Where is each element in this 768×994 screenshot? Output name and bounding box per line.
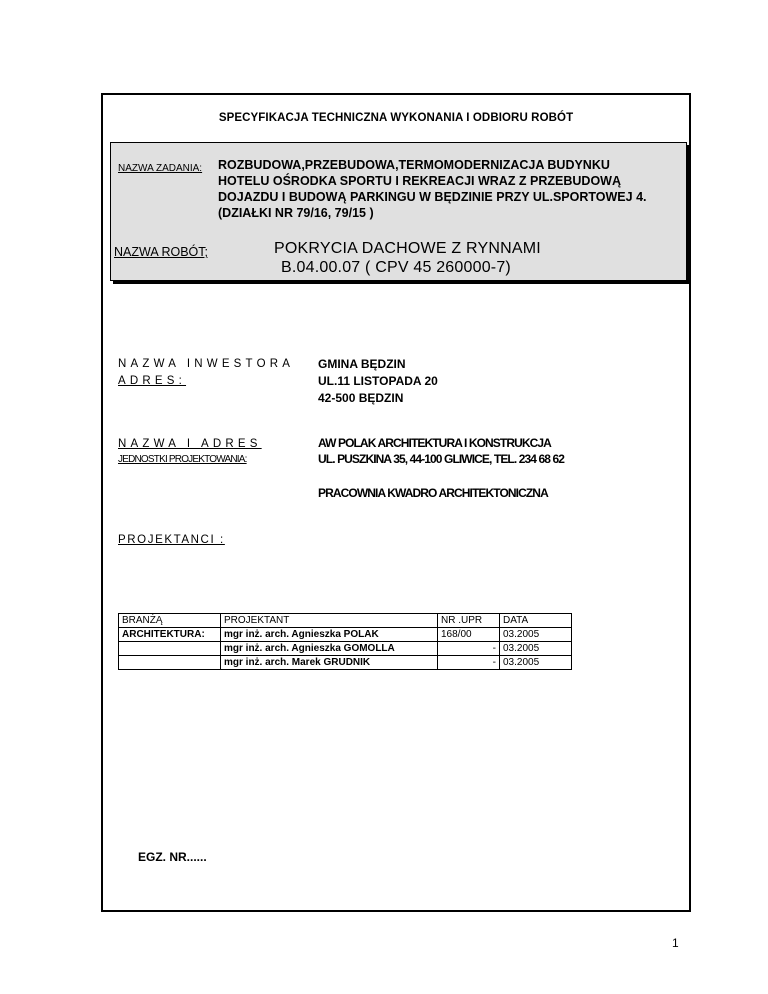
table-cell — [119, 642, 221, 656]
table-cell: mgr inż. arch. Agnieszka POLAK — [221, 628, 438, 642]
header-cell: BRANŻĄ — [119, 614, 221, 628]
task-name — [218, 157, 683, 221]
designers-label: PROJEKTANCI : — [118, 534, 225, 546]
design-unit-address: UL. PUSZKINA 35, 44-100 GLIWICE, TEL. 234 68 62 — [318, 452, 565, 466]
table-row — [119, 656, 572, 670]
table-header-row — [119, 614, 572, 628]
table-row — [119, 642, 572, 656]
table-cell: ARCHITEKTURA: — [119, 628, 221, 642]
task-label: NAZWA ZADANIA: — [118, 163, 203, 174]
table-cell: 03.2005 — [500, 642, 572, 656]
investor-line: UL.11 LISTOPADA 20 — [318, 374, 438, 388]
investor-details — [318, 356, 438, 407]
design-unit-label: NAZWA I ADRES — [118, 438, 262, 450]
table-cell: 03.2005 — [500, 656, 572, 670]
investor-line: GMINA BĘDZIN — [318, 357, 406, 371]
designers-table — [118, 613, 572, 670]
works-name: POKRYCIA DACHOWE Z RYNNAMI — [274, 240, 541, 257]
copy-number: EGZ. NR...... — [138, 850, 207, 864]
task-line: HOTELU OŚRODKA SPORTU I REKREACJI WRAZ Z PRZEBUDOWĄ — [218, 174, 622, 188]
document-title: SPECYFIKACJA TECHNICZNA WYKONANIA I ODBIORU ROBÓT — [218, 112, 574, 124]
header-cell: NR .UPR — [438, 614, 500, 628]
investor-line: 42-500 BĘDZIN — [318, 391, 404, 405]
table-row — [119, 628, 572, 642]
task-line: DOJAZDU I BUDOWĄ PARKINGU W BĘDZINIE PRZY UL.SPORTOWEJ 4. — [218, 190, 647, 204]
page-number: 1 — [672, 936, 679, 950]
works-code: B.04.00.07 ( CPV 45 260000-7) — [281, 259, 511, 276]
design-unit-name: AW POLAK ARCHITEKTURA I KONSTRUKCJA — [318, 436, 551, 450]
investor-name-label: NAZWA INWESTORA — [118, 358, 295, 370]
header-cell: PROJEKTANT — [221, 614, 438, 628]
works-label: NAZWA ROBÓT; — [114, 245, 208, 259]
table-cell: - — [438, 642, 500, 656]
table-cell: 168/00 — [438, 628, 500, 642]
table-cell — [119, 656, 221, 670]
design-studio-name: PRACOWNIA KWADRO ARCHITEKTONICZNA — [318, 486, 548, 500]
table-cell: 03.2005 — [500, 628, 572, 642]
task-line: (DZIAŁKI NR 79/16, 79/15 ) — [218, 206, 374, 220]
task-line: ROZBUDOWA,PRZEBUDOWA,TERMOMODERNIZACJA BUDYNKU — [218, 158, 610, 172]
table-cell: - — [438, 656, 500, 670]
table-cell: mgr inż. arch. Agnieszka GOMOLLA — [221, 642, 438, 656]
header-cell: DATA — [500, 614, 572, 628]
table-cell: mgr inż. arch. Marek GRUDNIK — [221, 656, 438, 670]
design-unit-sub-label: JEDNOSTKI PROJEKTOWANIA: — [118, 454, 247, 465]
investor-address-label: ADRES: — [118, 375, 187, 387]
